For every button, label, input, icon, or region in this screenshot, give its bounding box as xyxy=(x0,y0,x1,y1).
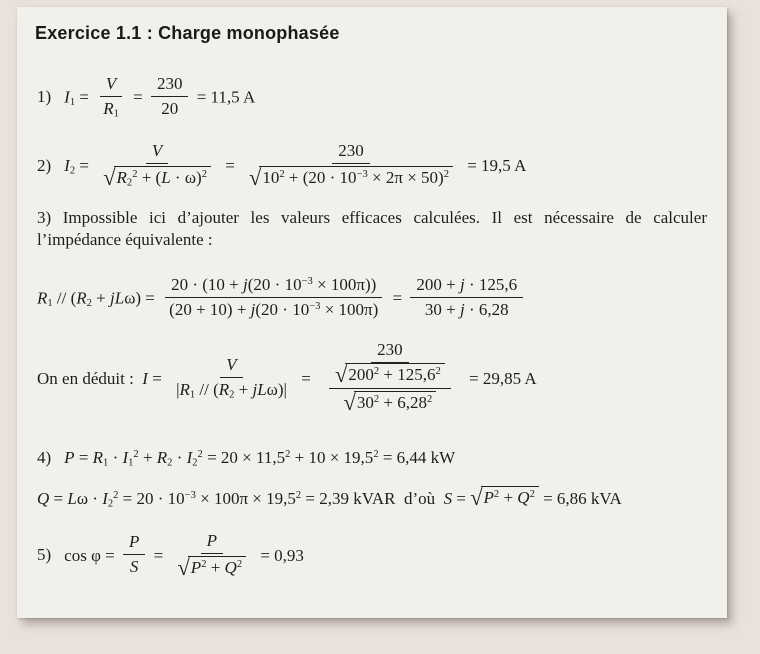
math-text: × 100π)) xyxy=(312,274,377,294)
math-text: · xyxy=(108,447,123,467)
math-variable: I xyxy=(142,368,148,388)
subscript: 1 xyxy=(47,297,53,309)
subscript: 2 xyxy=(229,389,235,401)
math-variable: L xyxy=(67,488,77,508)
fraction-numerator xyxy=(332,141,370,164)
math-variable: Q xyxy=(37,488,50,508)
fraction-denominator xyxy=(155,97,184,119)
math-variable: S xyxy=(443,488,453,508)
superscript: −3 xyxy=(309,300,321,312)
item-number-label: 5) xyxy=(37,545,52,565)
superscript: 2 xyxy=(295,489,302,501)
equation-4-reactive-apparent-power xyxy=(37,486,707,509)
superscript: 2 xyxy=(443,169,449,181)
fraction-numerator xyxy=(151,74,189,97)
math-text: = 6,86 kVA xyxy=(538,488,622,508)
math-text: = 11,5 A xyxy=(192,87,256,107)
math-variable: V xyxy=(151,141,163,160)
math-variable: R xyxy=(116,168,127,188)
radical-sign-icon: √ xyxy=(335,361,348,387)
math-text: 230 xyxy=(338,141,364,160)
math-variable: V xyxy=(105,74,117,93)
superscript: −3 xyxy=(301,275,313,287)
exercise-title: Exercice 1.1 : Charge monophasée xyxy=(35,23,340,43)
math-text: = xyxy=(296,368,316,388)
math-variable: S xyxy=(129,557,139,576)
math-variable: I xyxy=(186,447,193,467)
math-variable: P xyxy=(483,487,494,507)
fraction-numerator xyxy=(410,275,523,298)
radical xyxy=(470,486,539,508)
equation-5-power-factor xyxy=(37,530,707,581)
math-text: × 100π × 19,5 xyxy=(195,488,296,508)
fraction xyxy=(97,141,217,189)
fraction xyxy=(151,74,189,119)
math-variable: R xyxy=(92,447,104,467)
math-text: = xyxy=(128,87,147,107)
math-text: 230 xyxy=(377,339,403,359)
radicand xyxy=(345,363,444,385)
subscript: 2 xyxy=(167,457,173,469)
math-text: = xyxy=(220,155,240,175)
math-text: 20 xyxy=(161,99,179,118)
superscript: 2 xyxy=(435,366,441,378)
fraction xyxy=(170,355,293,400)
subscript: 2 xyxy=(126,178,133,190)
superscript: 2 xyxy=(279,169,285,181)
math-text: + (20 · 10 xyxy=(284,168,357,188)
equation-impedance-equivalente xyxy=(37,274,707,322)
equation-4-active-power xyxy=(37,448,707,468)
fraction-denominator xyxy=(124,555,145,577)
fraction-numerator xyxy=(123,532,145,555)
fraction xyxy=(171,531,252,579)
math-variable: R xyxy=(218,380,230,399)
superscript: 2 xyxy=(133,448,139,460)
subscript: 1 xyxy=(69,97,76,109)
math-text: = 29,85 A xyxy=(464,368,537,388)
fraction-numerator xyxy=(100,74,122,97)
math-text: | xyxy=(176,380,180,399)
math-text: + 125,6 xyxy=(379,364,436,384)
fraction-denominator xyxy=(171,554,252,579)
math-variable: P xyxy=(206,530,217,550)
fraction-denominator xyxy=(319,363,461,416)
fraction-numerator xyxy=(146,141,168,164)
subscript: 2 xyxy=(69,165,76,177)
math-text: + ( xyxy=(137,168,162,188)
math-text: = 19,5 A xyxy=(462,155,527,175)
math-text: × 2π × 50) xyxy=(367,168,444,188)
superscript: 2 xyxy=(373,394,380,406)
fraction-denominator xyxy=(170,378,293,400)
fraction-denominator xyxy=(97,97,125,119)
item-number-label: 2) xyxy=(37,155,52,175)
fraction-numerator xyxy=(201,531,223,554)
equation-deduction-current-i xyxy=(37,339,707,418)
superscript: 2 xyxy=(373,448,379,460)
math-text: = 0,93 xyxy=(256,545,304,565)
radical-sign-icon: √ xyxy=(177,554,190,580)
superscript: 2 xyxy=(426,394,433,406)
math-text: = xyxy=(49,488,68,508)
math-text: + xyxy=(234,380,253,399)
radical-sign-icon: √ xyxy=(470,484,483,510)
math-variable: j xyxy=(243,274,248,294)
math-text: · ω) xyxy=(170,168,202,188)
fraction xyxy=(319,340,461,416)
radical xyxy=(344,391,437,413)
math-text: = 20 · 10 xyxy=(118,488,185,508)
math-text: ω)| xyxy=(266,380,287,399)
math-text: = xyxy=(149,545,168,565)
radical xyxy=(103,166,211,188)
math-variable: I xyxy=(64,155,70,175)
superscript: −3 xyxy=(184,489,196,501)
fraction xyxy=(243,141,459,189)
radicand xyxy=(481,486,539,508)
math-text: ω) = xyxy=(124,287,160,307)
math-text: + xyxy=(206,557,225,577)
math-variable: P xyxy=(128,532,140,551)
math-variable: jL xyxy=(252,380,267,399)
math-text: = xyxy=(74,447,93,467)
fraction xyxy=(329,363,451,414)
math-text: = 2,39 kVAR d’où xyxy=(301,488,444,508)
superscript: 2 xyxy=(285,448,291,460)
math-text: cos φ = xyxy=(64,545,119,565)
math-variable: P xyxy=(64,447,75,467)
radical-sign-icon: √ xyxy=(249,165,262,190)
math-text: On en déduit : xyxy=(37,368,143,388)
paragraph-3-line-2: l’impédance équivalente : xyxy=(37,229,213,249)
math-text: 10 xyxy=(262,168,280,188)
math-variable: R xyxy=(76,287,87,307)
fraction xyxy=(97,74,125,119)
superscript: 2 xyxy=(132,169,138,181)
fraction xyxy=(163,275,384,320)
math-text: 200 + xyxy=(416,274,460,294)
math-text: × 100π) xyxy=(320,299,379,319)
fraction-numerator xyxy=(329,363,451,389)
math-text: · 6,28 xyxy=(464,299,509,319)
math-variable: P xyxy=(190,557,202,577)
math-variable: R xyxy=(37,287,48,307)
superscript: 2 xyxy=(373,366,380,378)
math-variable: V xyxy=(226,355,237,374)
math-variable: jL xyxy=(110,287,125,307)
superscript: −3 xyxy=(356,169,368,181)
math-variable: I xyxy=(122,447,129,467)
radical xyxy=(335,363,445,385)
fraction-denominator xyxy=(243,164,459,189)
item-number-label: 4) xyxy=(37,447,52,467)
math-text: = 6,44 kW xyxy=(378,447,456,467)
math-variable: j xyxy=(250,299,256,319)
radicand xyxy=(259,166,453,188)
fraction-numerator xyxy=(165,275,382,298)
math-variable: R xyxy=(103,99,114,118)
math-text: = xyxy=(388,287,407,307)
math-text: 20 · (10 + xyxy=(171,274,244,294)
math-text: (20 · 10 xyxy=(255,299,310,319)
math-text: + xyxy=(91,287,111,307)
math-text: = xyxy=(147,368,167,388)
fraction-denominator xyxy=(97,164,217,189)
math-text: (20 + 10) + xyxy=(169,299,251,319)
fraction-denominator xyxy=(419,298,515,320)
subscript: 2 xyxy=(86,297,92,309)
subscript: 2 xyxy=(192,457,198,469)
math-text: + xyxy=(138,447,157,467)
math-variable: L xyxy=(161,168,171,188)
radical xyxy=(249,166,453,188)
math-variable: j xyxy=(459,274,465,294)
math-text: + 10 × 19,5 xyxy=(290,447,374,467)
fraction xyxy=(123,532,145,577)
subscript: 1 xyxy=(113,108,119,120)
math-text: · xyxy=(172,447,187,467)
math-text: + 6,28 xyxy=(379,392,427,412)
math-variable: Q xyxy=(224,557,237,577)
equation-1-current-i1 xyxy=(37,76,707,121)
math-text: · 125,6 xyxy=(464,274,518,294)
math-text: = xyxy=(75,87,94,107)
radicand xyxy=(354,391,436,413)
fraction xyxy=(410,275,523,320)
paragraph-3-line-1: 3) Impossible ici d’ajouter les valeurs efficaces calculées. Il est nécessaire de calculer xyxy=(37,208,707,227)
equation-2-current-i2 xyxy=(37,143,707,191)
subscript: 1 xyxy=(103,457,109,469)
superscript: 2 xyxy=(201,559,207,571)
math-variable: R xyxy=(179,380,190,399)
math-text: // ( xyxy=(195,380,219,399)
math-text: = xyxy=(75,155,94,175)
math-text: + xyxy=(499,487,518,507)
subscript: 1 xyxy=(189,389,196,401)
exercise-card xyxy=(17,7,727,618)
superscript: 2 xyxy=(201,169,207,181)
math-text: 30 xyxy=(356,392,374,412)
math-variable: I xyxy=(102,488,108,508)
math-text: // ( xyxy=(52,287,77,307)
paragraph-3 xyxy=(37,207,707,251)
fraction-numerator xyxy=(371,340,409,363)
subscript: 1 xyxy=(128,457,134,469)
math-variable: j xyxy=(459,299,465,319)
superscript: 2 xyxy=(529,489,535,501)
radical xyxy=(177,556,246,578)
superscript: 2 xyxy=(197,448,203,460)
math-variable: Q xyxy=(517,487,530,507)
radicand xyxy=(114,166,211,188)
superscript: 2 xyxy=(236,559,243,571)
radical-sign-icon: √ xyxy=(343,389,356,415)
math-text: 230 xyxy=(156,74,183,93)
math-text: = xyxy=(452,488,471,508)
math-variable: R xyxy=(156,447,168,467)
math-text: 30 + xyxy=(424,299,460,319)
item-number-label: 1) xyxy=(37,87,52,107)
fraction-denominator xyxy=(163,298,384,320)
fraction-numerator xyxy=(220,355,242,378)
math-text: (20 · 10 xyxy=(247,274,302,294)
math-text: = 20 × 11,5 xyxy=(202,447,286,467)
subscript: 2 xyxy=(107,498,114,510)
fraction-denominator xyxy=(338,389,443,414)
math-text: 200 xyxy=(348,364,374,384)
superscript: 2 xyxy=(493,489,500,501)
math-variable: I xyxy=(64,87,70,107)
radicand xyxy=(188,556,246,578)
radical-sign-icon: √ xyxy=(103,165,116,190)
math-text: ω · xyxy=(76,488,103,508)
superscript: 2 xyxy=(113,489,119,501)
